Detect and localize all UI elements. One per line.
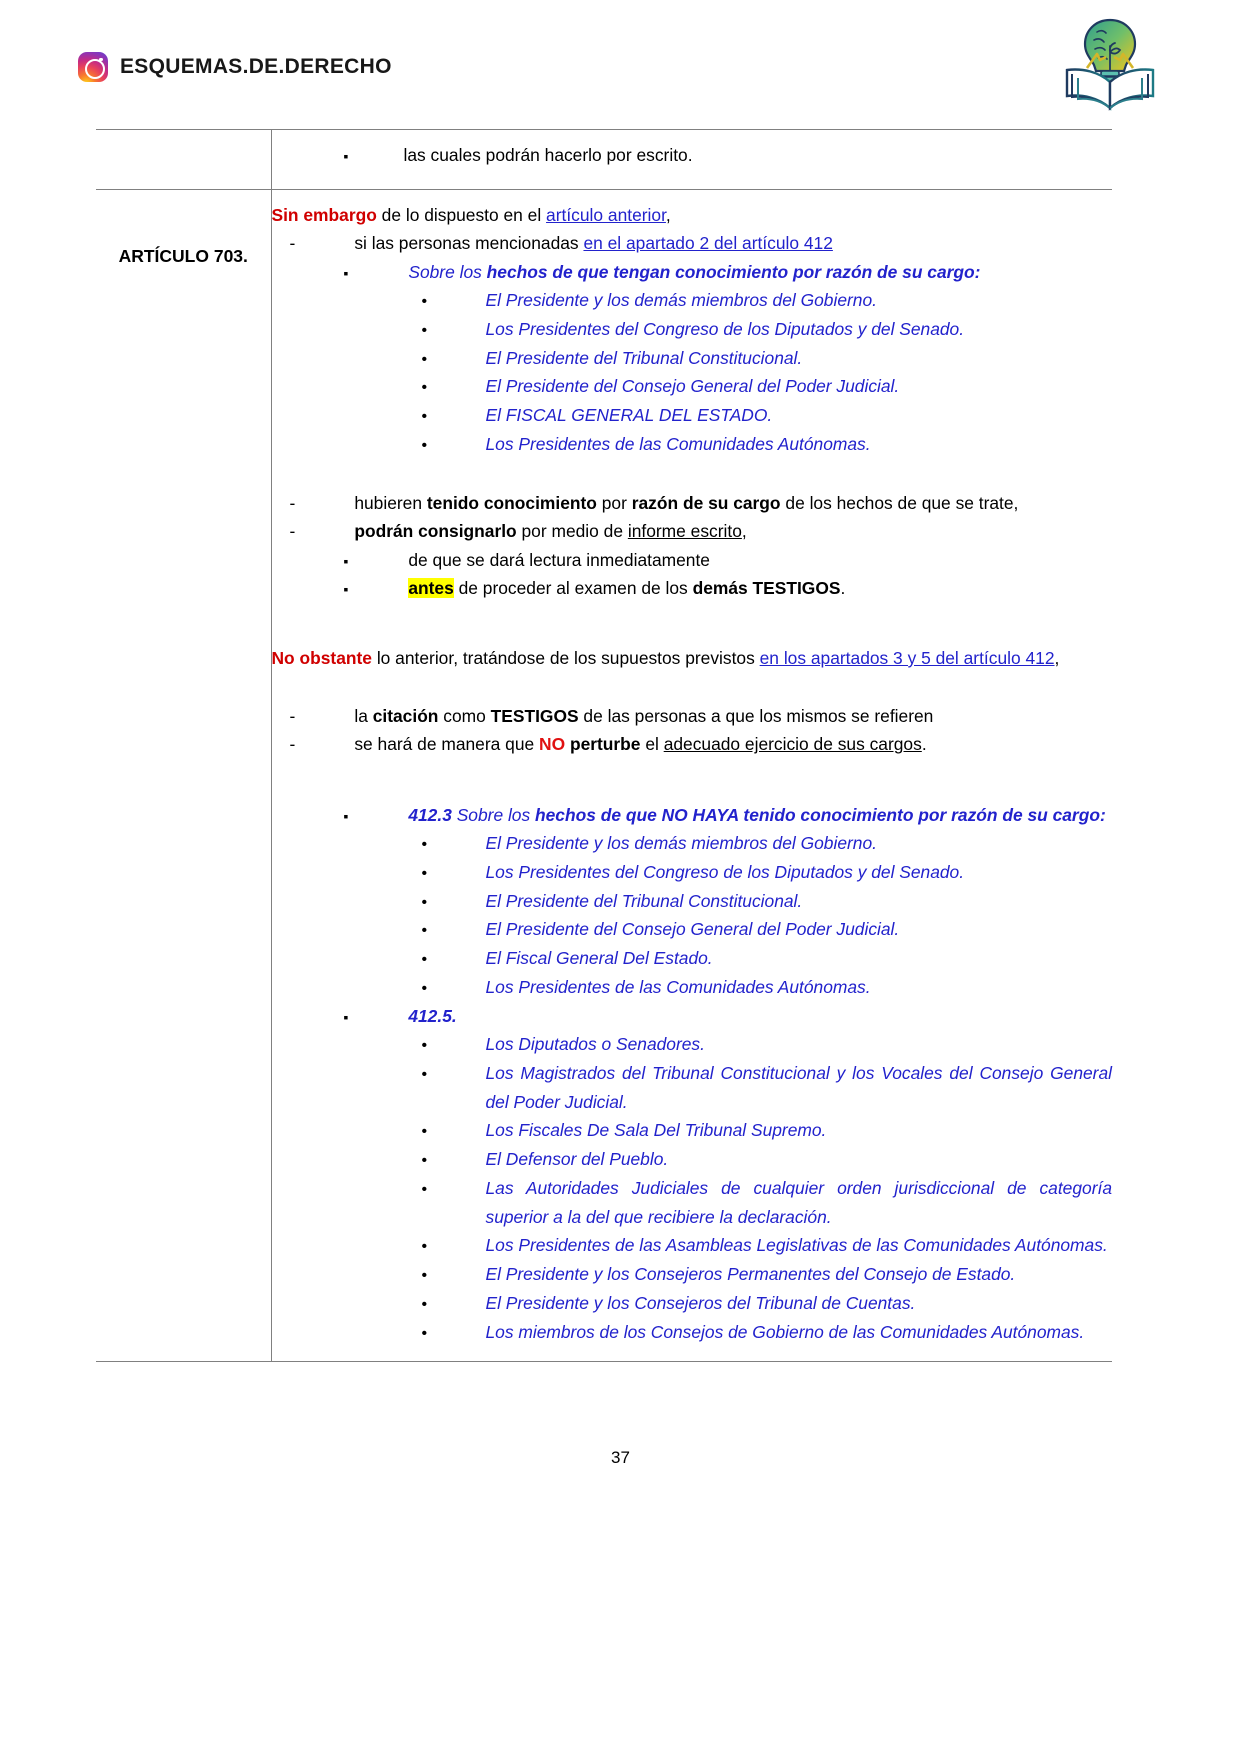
list3-item-8: Los miembros de los Consejos de Gobierno de las Comunidades Autónomas. (485, 1321, 1085, 1342)
list-item (454, 315, 1113, 344)
sq4-number: 412.3 (408, 804, 452, 825)
instagram-icon (78, 52, 108, 82)
list-item (454, 973, 1113, 1002)
list-item (454, 915, 1113, 944)
list-item (454, 1116, 1113, 1145)
dash-item-3 (320, 517, 1113, 545)
square-item-2 (374, 546, 1113, 574)
dash4-b1: citación (372, 706, 439, 727)
article-body-cell (271, 190, 1112, 1362)
underline-informe-escrito: informe escrito (627, 521, 742, 542)
sq1-bold: hechos de que tengan conocimiento por razón de su cargo: (486, 261, 981, 282)
list-item (454, 1059, 1113, 1116)
brand-label: ESQUEMAS.DE.DERECHO (120, 55, 392, 78)
square-item-412-3 (374, 801, 1113, 829)
sq1-plain: Sobre los (408, 261, 487, 282)
dash5-b1: perturbe (565, 734, 641, 755)
dash2-b2: razón de su cargo (631, 493, 781, 514)
dash5-p1: se hará de manera que (354, 734, 540, 755)
list-item (454, 829, 1113, 858)
sq3-b1: demás TESTIGOS (692, 577, 841, 598)
intro-paragraph (272, 201, 1113, 229)
page-header (0, 0, 1241, 128)
list-item (454, 1145, 1113, 1174)
list-item (454, 1289, 1113, 1318)
list1-item-1: Los Presidentes del Congreso de los Diputados y del Senado. (485, 318, 965, 339)
list2-item-2: El Presidente del Tribunal Constitucional. (485, 890, 803, 911)
no-obstante-p2: , (1054, 647, 1060, 668)
intro-tail: , (665, 205, 671, 226)
list3-item-2: Los Fiscales De Sala Del Tribunal Supremo. (485, 1120, 827, 1141)
link-apartados-3-y-5-articulo-412[interactable]: en los apartados 3 y 5 del artículo 412 (759, 647, 1055, 668)
dash4-b2: TESTIGOS (490, 706, 579, 727)
dash5-p3: . (921, 734, 927, 755)
article-table (96, 129, 1112, 1362)
list1-item-0: El Presidente y los demás miembros del Gobierno. (485, 289, 877, 310)
square-item-412-5 (374, 1002, 1113, 1030)
spacer (272, 459, 1113, 489)
list-item (454, 1231, 1113, 1260)
list3-item-3: El Defensor del Pueblo. (485, 1149, 669, 1170)
intro-rest: de lo dispuesto en el (376, 205, 547, 226)
square-item-1 (374, 258, 1113, 286)
dash-item-2 (320, 489, 1113, 517)
sq4-plain: Sobre los (451, 804, 536, 825)
article-label-cell (96, 190, 271, 1362)
spacer (272, 602, 1113, 644)
list2-item-4: El Fiscal General Del Estado. (485, 948, 713, 969)
highlight-antes: antes (408, 577, 454, 598)
dash4-p2: como (438, 706, 491, 727)
sq3-p2: . (840, 577, 846, 598)
sq5-number: 412.5. (408, 1006, 457, 1027)
list2-item-0: El Presidente y los demás miembros del Gobierno. (485, 832, 877, 853)
article-label-cell-empty (96, 130, 271, 190)
no-obstante-paragraph (272, 644, 1113, 672)
underline-adecuado-ejercicio: adecuado ejercicio de sus cargos (663, 734, 922, 755)
list-item (454, 1030, 1113, 1059)
list3-item-5: Los Presidentes de las Asambleas Legislativas de las Comunidades Autónomas. (485, 1235, 1108, 1256)
dash2-b1: tenido conocimiento (426, 493, 597, 514)
list-item (454, 944, 1113, 973)
link-apartado-2-articulo-412[interactable]: en el apartado 2 del artículo 412 (583, 233, 833, 254)
list-item (454, 858, 1113, 887)
dash3-b1: podrán consignarlo (354, 521, 517, 542)
list2-item-3: El Presidente del Consejo General del Poder Judicial. (485, 919, 900, 940)
dash3-p1: por medio de (516, 521, 628, 542)
list3-item-4: Las Autoridades Judiciales de cualquier orden jurisdiccional de categoría superior a la del que recibiere la declaración. (485, 1178, 1112, 1228)
sq3-p1: de proceder al examen de los (453, 577, 693, 598)
list3-item-1: Los Magistrados del Tribunal Constitucional y los Vocales del Consejo General del Poder Judicial. (485, 1063, 1112, 1113)
list1-item-2: El Presidente del Tribunal Constitucional. (485, 347, 803, 368)
sq2-text: de que se dará lectura inmediatamente (408, 549, 710, 570)
dash-item-5 (320, 730, 1113, 758)
continuation-bullet-text: las cuales podrán hacerlo por escrito. (403, 145, 693, 165)
dash3-p2: , (741, 521, 747, 542)
list2-item-1: Los Presidentes del Congreso de los Diputados y del Senado. (485, 861, 965, 882)
no-obstante-p1: lo anterior, tratándose de los supuestos previstos (371, 647, 760, 668)
dash2-p1: hubieren (354, 493, 427, 514)
list-item (454, 1318, 1113, 1347)
dash-item-1 (320, 229, 1113, 257)
square-item-3 (374, 574, 1113, 602)
brain-lightbulb-book-logo-icon (1051, 8, 1169, 116)
article-number-label: ARTÍCULO 703. (118, 246, 248, 267)
list2-item-5: Los Presidentes de las Comunidades Autónomas. (485, 977, 871, 998)
list1-item-3: El Presidente del Consejo General del Poder Judicial. (485, 376, 900, 397)
dash-item-4 (320, 702, 1113, 730)
spacer (272, 672, 1113, 702)
dash1-text: si las personas mencionadas (354, 233, 584, 254)
link-articulo-anterior[interactable]: artículo anterior (546, 205, 666, 226)
table-row-continuation (96, 130, 1112, 190)
table-row-article-703 (96, 190, 1112, 1362)
list-item (454, 887, 1113, 916)
dash2-p2: por (596, 493, 632, 514)
list-item (454, 1260, 1113, 1289)
dash4-p3: de las personas a que los mismos se refieren (578, 706, 934, 727)
list3-item-0: Los Diputados o Senadores. (485, 1034, 705, 1055)
list-item (454, 372, 1113, 401)
list-item (454, 286, 1113, 315)
list-item (454, 430, 1113, 459)
dash4-p1: la (354, 706, 373, 727)
dash2-p3: de los hechos de que se trate, (780, 493, 1019, 514)
brand (78, 52, 392, 82)
list1-item-5: Los Presidentes de las Comunidades Autónomas. (485, 434, 871, 455)
sq4-bold: hechos de que NO HAYA tenido conocimiento por razón de su cargo: (535, 804, 1106, 825)
list3-item-6: El Presidente y los Consejeros Permanentes del Consejo de Estado. (485, 1264, 1016, 1285)
continuation-body-cell (271, 130, 1112, 190)
dash5-red-no: NO (539, 734, 566, 755)
no-obstante-red-lead: No obstante (271, 647, 372, 668)
list3-item-7: El Presidente y los Consejeros del Tribunal de Cuentas. (485, 1293, 916, 1314)
list1-item-4: El FISCAL GENERAL DEL ESTADO. (485, 405, 773, 426)
dash5-p2: el (640, 734, 664, 755)
intro-red-lead: Sin embargo (271, 205, 377, 226)
list-item (454, 344, 1113, 373)
list-item (454, 401, 1113, 430)
spacer (272, 759, 1113, 801)
list-item (454, 1174, 1113, 1231)
page-number: 37 (611, 1448, 630, 1467)
